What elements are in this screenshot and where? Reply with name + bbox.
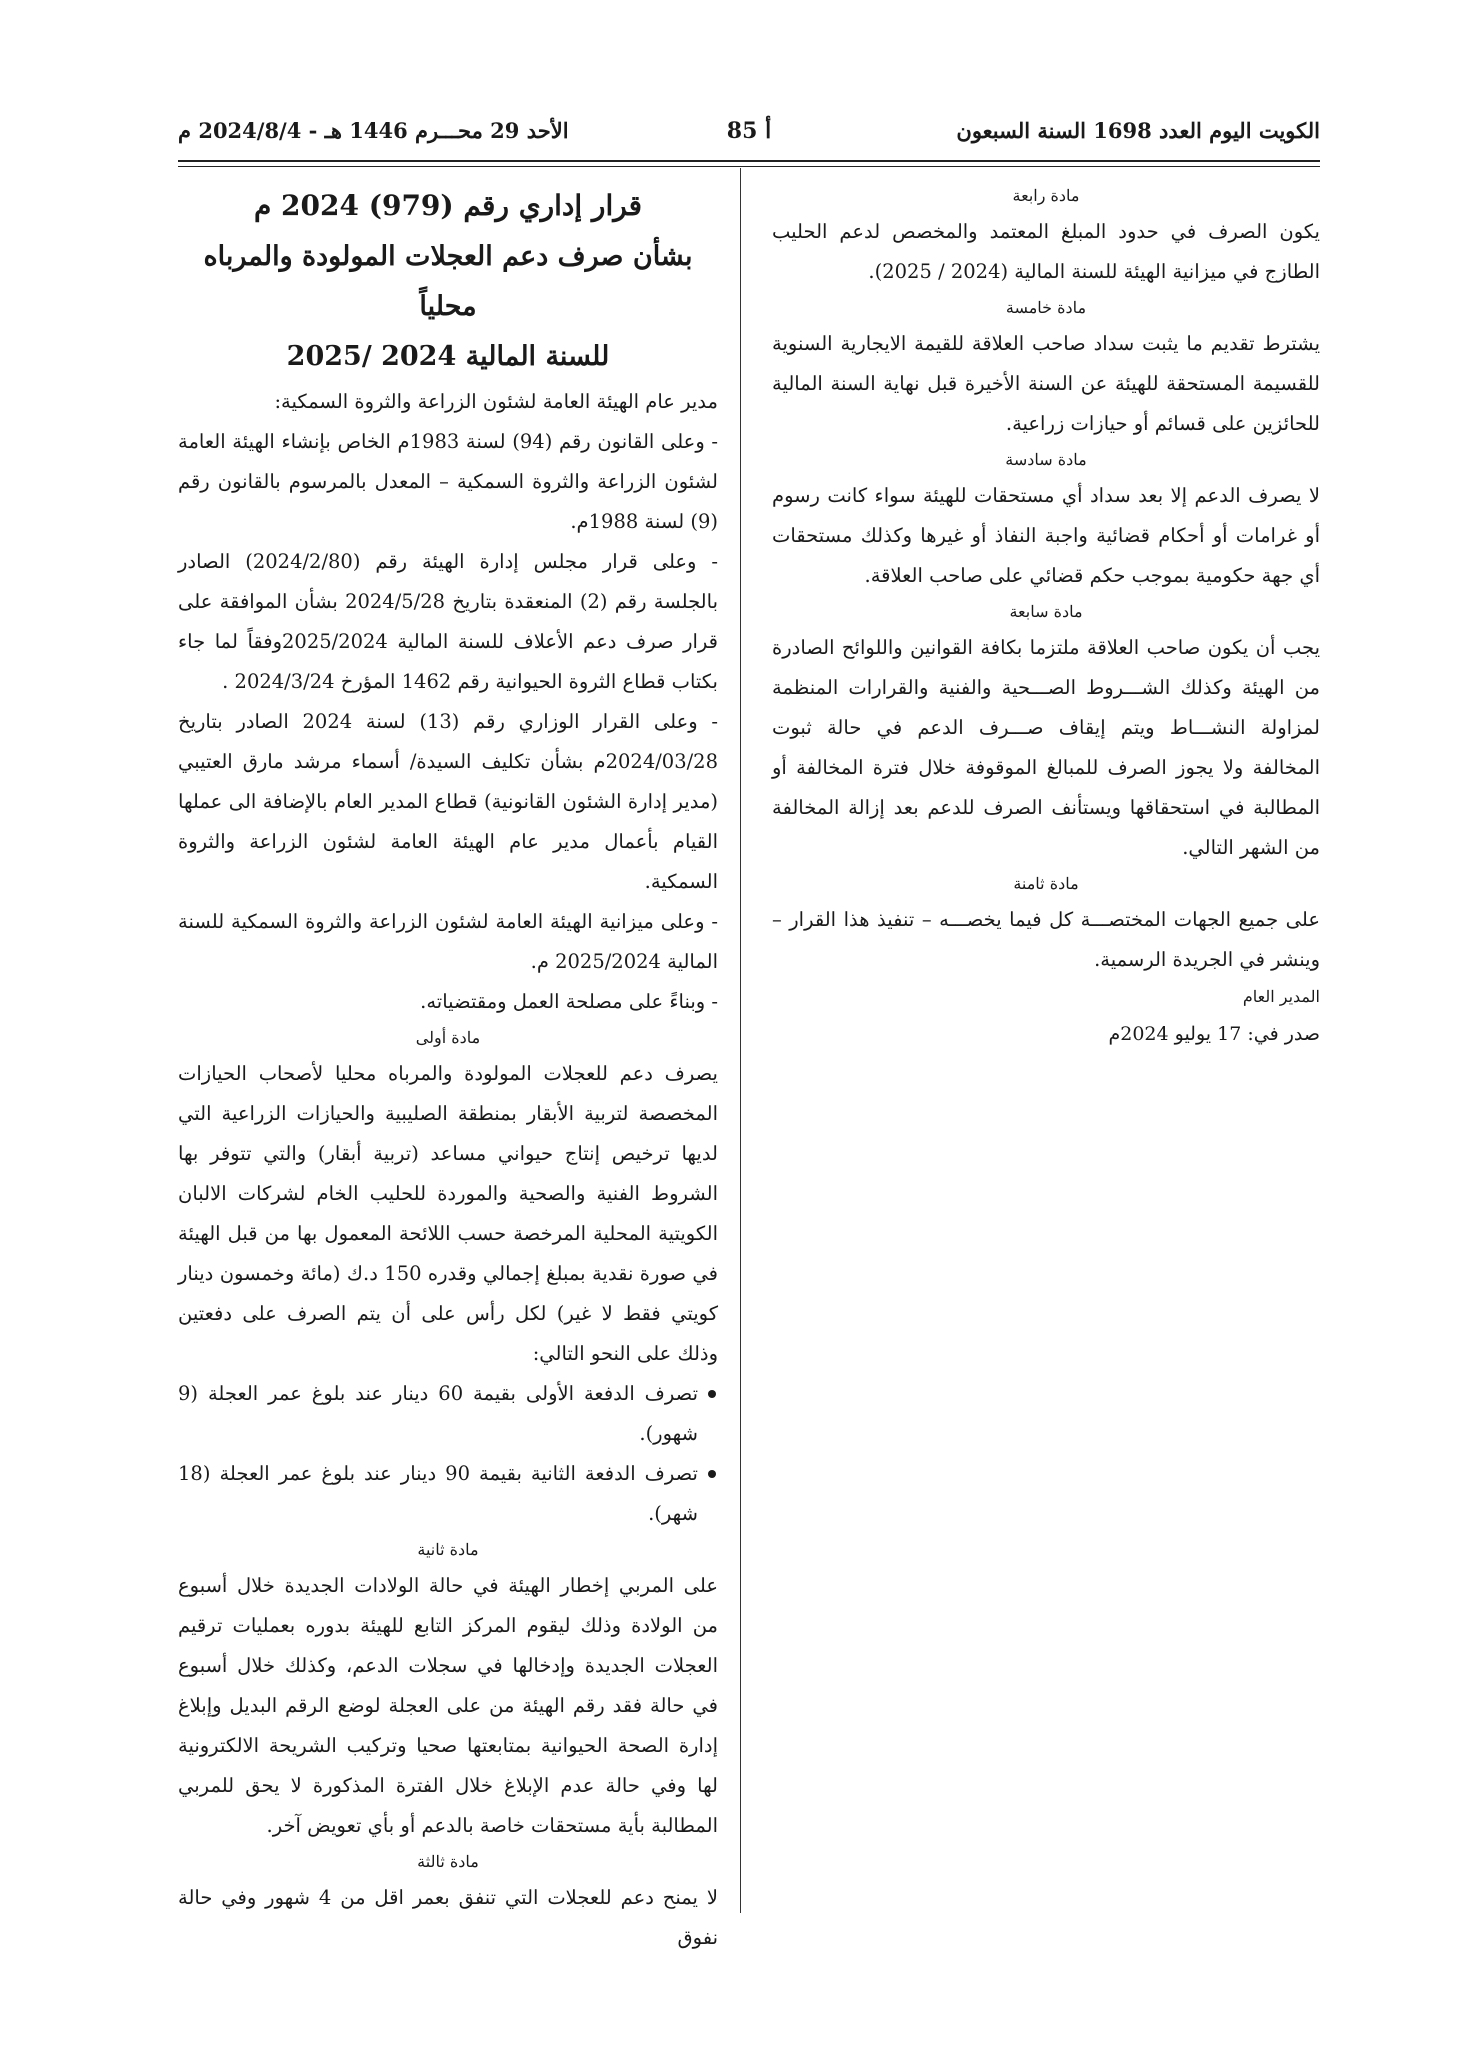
gazette-issue-info: الكويت اليوم العدد 1698 السنة السبعون (956, 118, 1320, 143)
issue-date: صدر في: 17 يوليو 2024م (1108, 1023, 1320, 1045)
article-7-title: مادة سابعة (1009, 602, 1083, 621)
article-8-title: مادة ثامنة (1013, 874, 1079, 893)
preamble-clause: - وبناءً على مصلحة العمل ومقتضياته. (420, 990, 718, 1013)
article-1-text: يصرف دعم للعجلات المولودة والمرباه محليا لأصحاب الحيازات المخصصة لتربية الأبقار بمنطقة الصليبية والحيازات الزراعية التي لديها ترخيص إنتاج حيواني مساعد (تربية أبقار) والتي تتوفر بها الشروط الفنية والصحية والموردة للحليب الخام لشركات الالبان الكويتية المحلية المرخصة حسب اللائحة المعمول بها من قبل الهيئة في صورة نقدية بمبلغ إجمالي وقدره 150 د.ك (مائة وخمسون دينار كويتي فقط لا غير) لكل رأس على أن يتم الصرف على دفعتين وذلك على النحو التالي: (178, 1062, 718, 1365)
payment-item: تصرف الدفعة الثانية بقيمة 90 دينار عند بلوغ عمر العجلة (18 شهر). (178, 1454, 718, 1534)
article-1-title: مادة أولى (415, 1028, 481, 1047)
article-4-text: يكون الصرف في حدود المبلغ المعتمد والمخصص لدعم الحليب الطازج في ميزانية الهيئة للسنة المالية (2024 / 2025). (772, 220, 1320, 283)
article-6-title: مادة سادسة (1005, 450, 1087, 469)
right-column (772, 180, 1320, 1054)
signature: المدير العام (1242, 987, 1320, 1006)
article-7-text: يجب أن يكون صاحب العلاقة ملتزما بكافة القوانين واللوائح الصادرة من الهيئة وكذلك الشـــروط الصـــحية والفنية والقرارات المنظمة لمزاولة النشـــاط ويتم إيقاف صـــرف الدعم في حالة ثبوت المخالفة ولا يجوز الصرف للمبالغ الموقوفة خلال فترة المخالفة أو المطالبة في استحقاقها ويستأنف الصرف للدعم بعد إزالة المخالفة من الشهر التالي. (772, 636, 1320, 859)
article-3-text: لا يمنح دعم للعجلات التي تنفق بعمر اقل من 4 شهور وفي حالة نفوق (178, 1886, 719, 1949)
decision-subtitle: بشأن صرف دعم العجلات المولودة والمرباه محلياً (203, 241, 693, 322)
decision-fiscal-year: للسنة المالية 2024 /2025 (286, 341, 610, 372)
gazette-date: الأحد 29 محـــرم 1446 هـ - 2024/8/4 م (178, 118, 569, 143)
preamble-clause: - وعلى ميزانية الهيئة العامة لشئون الزراعة والثروة السمكية للسنة المالية 2025/2024 م. (178, 910, 718, 973)
article-2-title: مادة ثانية (417, 1540, 479, 1559)
article-6-text: لا يصرف الدعم إلا بعد سداد أي مستحقات للهيئة سواء كانت رسوم أو غرامات أو أحكام قضائية واجبة النفاذ أو غيرها وكذلك مستحقات أي جهة حكومية بموجب حكم قضائي على صاحب العلاقة. (772, 484, 1320, 587)
preamble-clause: - وعلى القانون رقم (94) لسنة 1983م الخاص بإنشاء الهيئة العامة لشئون الزراعة والثروة السمكية – المعدل بالمرسوم بالقانون رقم (9) لسنة 1988م. (178, 430, 718, 533)
decision-title: قرار إداري رقم (979) 2024 م (253, 189, 643, 222)
payment-list (178, 1374, 718, 1534)
article-2-text: على المربي إخطار الهيئة في حالة الولادات الجديدة خلال أسبوع من الولادة وذلك ليقوم المركز التابع للهيئة بدوره بعمليات ترقيم العجلات الجديدة وإدخالها في سجلات الدعم، وكذلك خلال أسبوع في حالة فقد رقم الهيئة من على العجلة لوضع الرقم البديل وإبلاغ إدارة الصحة الحيوانية بمتابعتها صحيا وتركيب الشريحة الالكترونية لها وفي حالة عدم الإبلاغ خلال الفترة المذكورة لا يحق للمربي المطالبة بأية مستحقات خاصة بالدعم أو بأي تعويض آخر. (178, 1574, 718, 1837)
payment-item: تصرف الدفعة الأولى بقيمة 60 دينار عند بلوغ عمر العجلة (9 شهور). (178, 1374, 718, 1454)
article-4-title: مادة رابعة (1012, 186, 1080, 205)
article-5-text: يشترط تقديم ما يثبت سداد صاحب العلاقة للقيمة الايجارية السنوية للقسيمة المستحقة للهيئة عن السنة الأخيرة قبل نهاية السنة المالية للحائزين على قسائم أو حيازات زراعية. (772, 332, 1320, 435)
preamble-authority: مدير عام الهيئة العامة لشئون الزراعة والثروة السمكية: (274, 390, 718, 413)
left-column (178, 180, 718, 1958)
article-3-title: مادة ثالثة (417, 1852, 479, 1871)
article-5-title: مادة خامسة (1005, 298, 1087, 317)
preamble-clause: - وعلى قرار مجلس إدارة الهيئة رقم (2024/2/80) الصادر بالجلسة رقم (2) المنعقدة بتاريخ 2024/5/28 بشأن الموافقة على قرار صرف دعم الأعلاف للسنة المالية 2025/2024وفقاً لما جاء بكتاب قطاع الثروة الحيوانية رقم 1462 المؤرخ 2024/3/24 . (178, 550, 719, 693)
column-divider (740, 168, 741, 1913)
preamble-clause: - وعلى القرار الوزاري رقم (13) لسنة 2024 الصادر بتاريخ 2024/03/28م بشأن تكليف السيدة/ أسماء مرشد مارق العتيبي (مدير إدارة الشئون القانونية) قطاع المدير العام بالإضافة الى عملها القيام بأعمال مدير عام الهيئة العامة لشئون الزراعة والثروة السمكية. (178, 710, 718, 893)
page-header (178, 118, 1320, 162)
article-8-text: على جميع الجهات المختصـــة كل فيما يخصـــه – تنفيذ هذا القرار – وينشر في الجريدة الرسمية. (772, 908, 1320, 971)
page-number: أ 85 (726, 118, 772, 144)
header-rule (178, 160, 1320, 167)
